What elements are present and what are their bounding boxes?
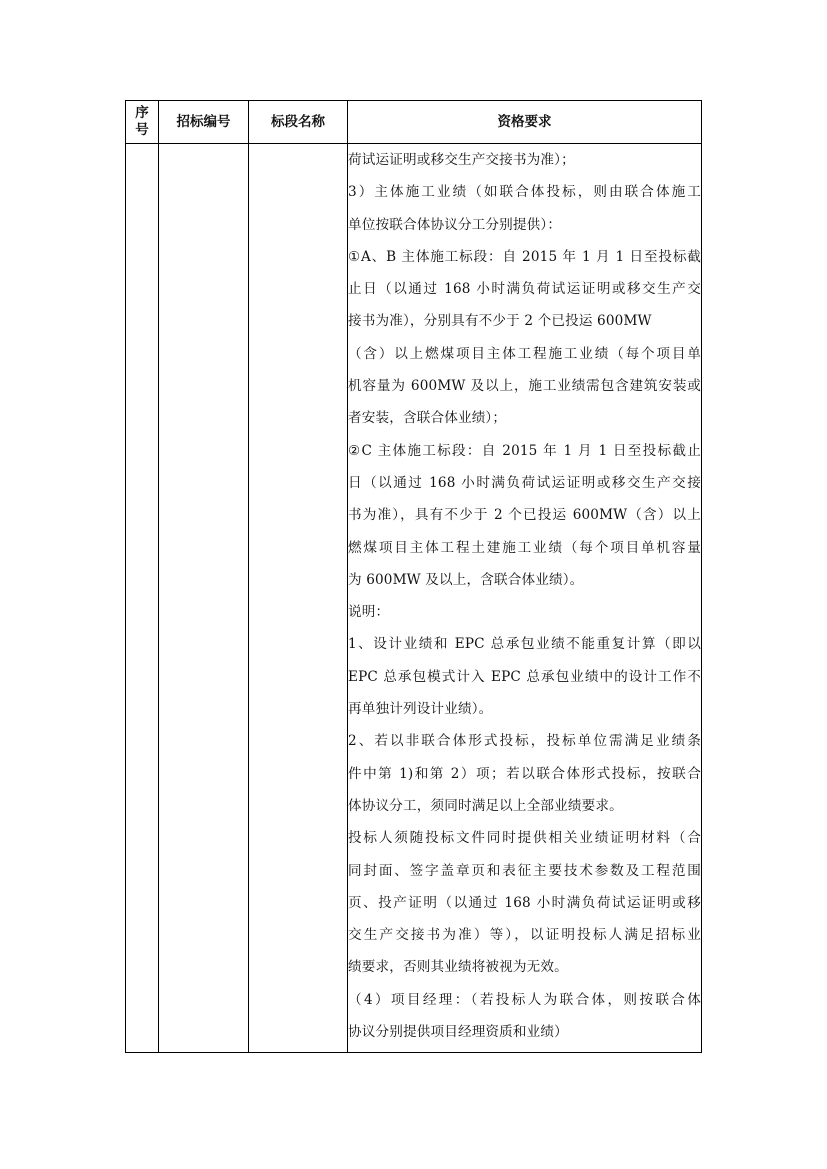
- requirement-line: 绩要求，否则其业绩将被视为无效。: [348, 959, 568, 976]
- requirement-line: 荷试运证明或移交生产交接书为准）；: [348, 152, 575, 168]
- requirement-line: 页、投产证明（以通过 168 小时满负荷试运证明或移: [348, 894, 701, 911]
- header-seq: [126, 101, 159, 144]
- cell-requirements: [348, 144, 702, 1053]
- requirement-line: 说明：: [348, 604, 390, 621]
- requirement-line: 件中第 1)和第 2）项；若以联合体形式投标，按联合: [348, 765, 701, 782]
- cell-section-name: [249, 144, 348, 1053]
- requirement-line: 止日（以通过 168 小时满负荷试运证明或移交生产交: [348, 281, 701, 298]
- requirement-line: 机容量为 600MW 及以上，施工业绩需包含建筑安装或: [348, 378, 701, 395]
- header-section-name: 标段名称: [249, 101, 348, 144]
- table-header-row: [126, 101, 702, 144]
- requirement-line: 单位按联合体协议分工分别提供）：: [348, 216, 562, 233]
- header-requirements: 资格要求: [348, 101, 702, 144]
- requirement-line: 书为准），具有不少于 2 个已投运 600MW（含）以上: [348, 507, 701, 524]
- requirement-line: 投标人须随投标文件同时提供相关业绩证明材料（合: [348, 830, 701, 847]
- table-row: [126, 144, 702, 1053]
- requirement-line: 接书为准），分别具有不少于 2 个已投运 600MW: [348, 313, 652, 330]
- cell-seq: [126, 144, 159, 1053]
- requirement-line: 体协议分工，须同时满足以上全部业绩要求。: [348, 797, 623, 814]
- requirement-line: 1、设计业绩和 EPC 总承包业绩不能重复计算（即以: [348, 636, 701, 653]
- requirement-line: 2、若以非联合体形式投标，投标单位需满足业绩条: [348, 733, 701, 750]
- header-seq-line2: 号: [135, 122, 149, 138]
- requirement-line: 日（以通过 168 小时满负荷试运证明或移交生产交接: [348, 474, 701, 491]
- header-tender-no: 招标编号: [159, 101, 249, 144]
- requirement-line: ②C 主体施工标段：自 2015 年 1 月 1 日至投标截止: [348, 442, 701, 459]
- requirement-line: 同封面、签字盖章页和表征主要技术参数及工程范围: [348, 862, 701, 879]
- requirement-line: 燃煤项目主体工程土建施工业绩（每个项目单机容量: [348, 539, 701, 556]
- qualification-requirements-table: [125, 100, 702, 1053]
- requirement-line: EPC 总承包模式计入 EPC 总承包业绩中的设计工作不: [348, 668, 701, 685]
- requirement-line: 交生产交接书为准）等），以证明投标人满足招标业: [348, 927, 701, 944]
- requirement-line: 3）主体施工业绩（如联合体投标，则由联合体施工: [348, 184, 701, 201]
- requirement-line: 协议分别提供项目经理资质和业绩）: [348, 1024, 568, 1041]
- cell-tender-no: [159, 144, 249, 1053]
- requirement-line: 再单独计列设计业绩）。: [348, 701, 493, 718]
- requirement-line: 者安装，含联合体业绩）；: [348, 410, 507, 427]
- requirement-line: 为 600MW 及以上，含联合体业绩）。: [348, 571, 584, 588]
- requirement-line: ①A、B 主体施工标段：自 2015 年 1 月 1 日至投标截: [348, 248, 701, 265]
- requirement-line: （含）以上燃煤项目主体工程施工业绩（每个项目单: [348, 345, 701, 362]
- requirement-line: （4）项目经理：（若投标人为联合体，则按联合体: [348, 991, 701, 1008]
- header-seq-line1: 序: [135, 105, 149, 121]
